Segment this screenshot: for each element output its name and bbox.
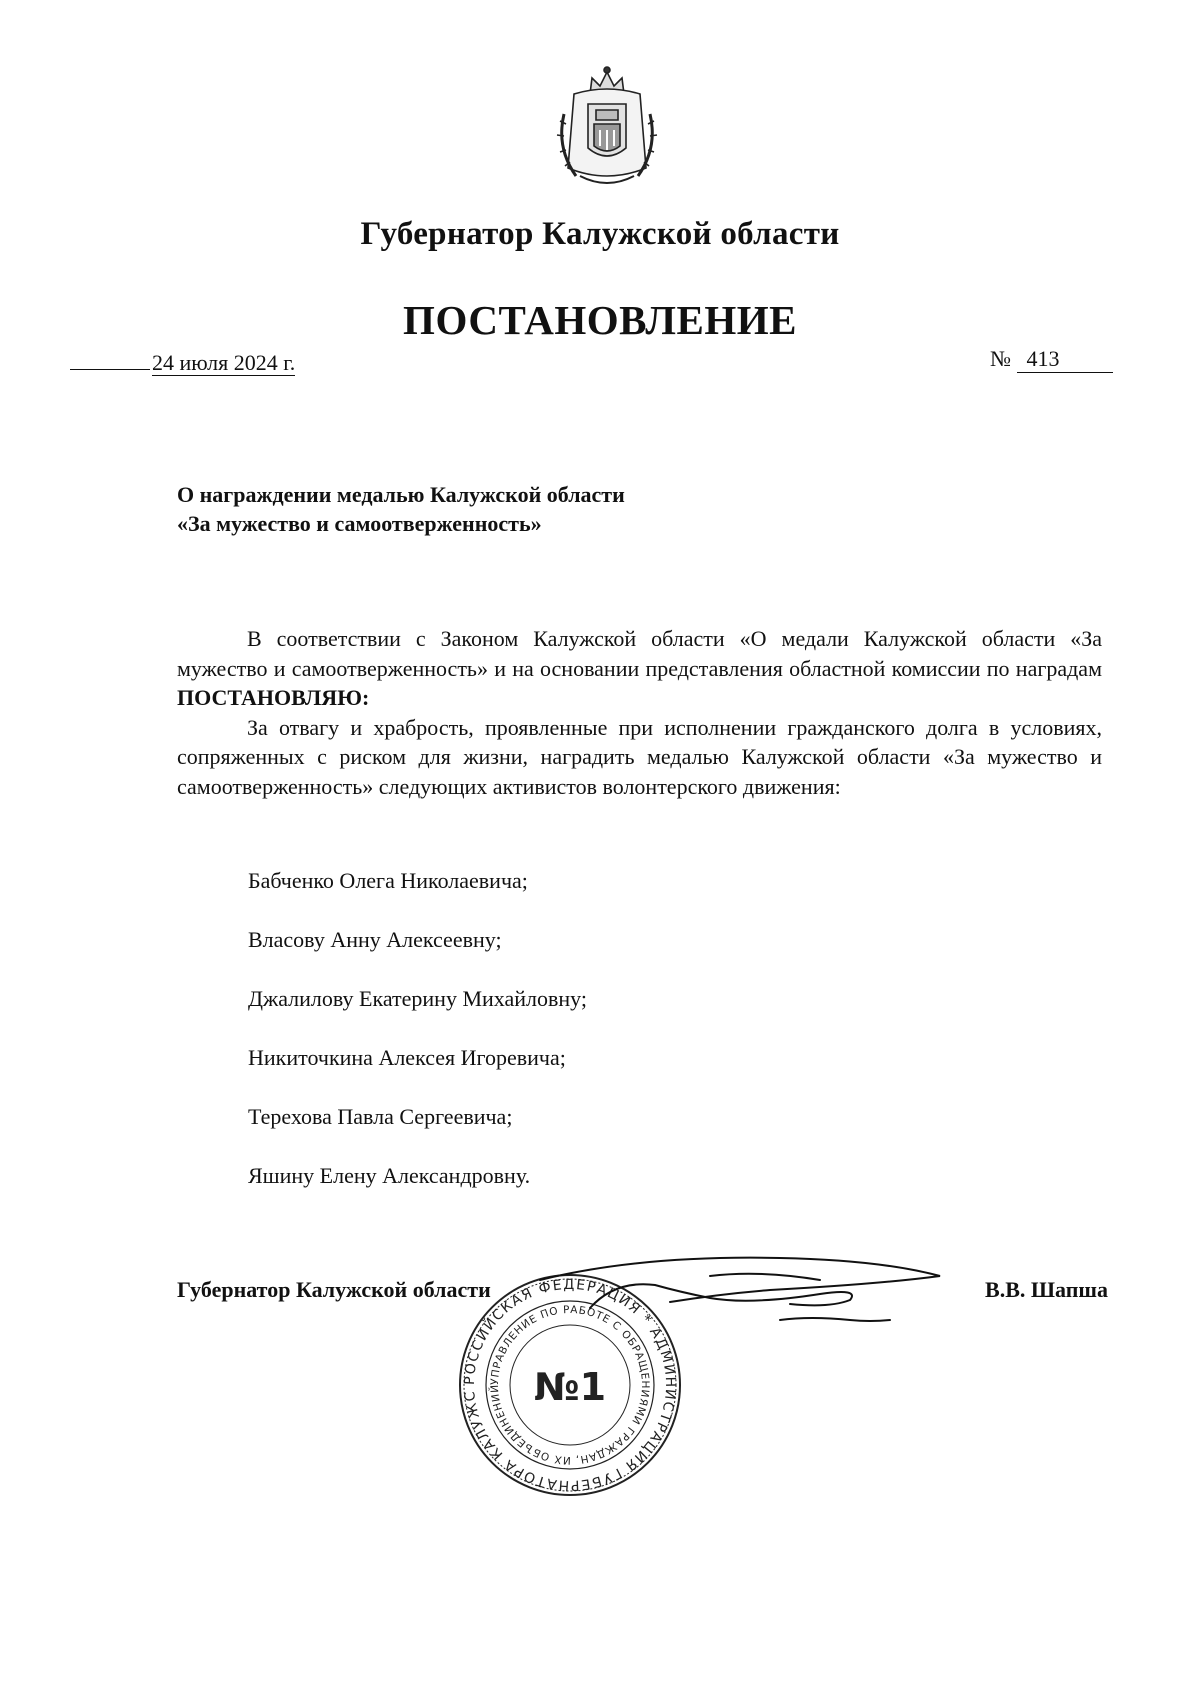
document-body: [177, 624, 1102, 801]
paragraph-1: [177, 624, 1102, 713]
list-item: Никиточкина Алексея Игоревича;: [248, 1045, 566, 1070]
paragraph-2: За отвагу и храбрость, проявленные при исполнении гражданского долга в условиях, сопряженных с риском для жизни, наградить медалью Калужской области «За мужество и самоотверженность» следующих активистов волонтерского движения:: [177, 714, 1102, 799]
paragraph-1-decree: ПОСТАНОВЛЯЮ:: [177, 685, 370, 710]
date-value: 24 июля 2024 г.: [152, 350, 296, 375]
svg-text:РОССИЙСКАЯ ФЕДЕРАЦИЯ * АДМИНИС: РОССИЙСКАЯ ФЕДЕРАЦИЯ * АДМИНИСТРАЦИЯ ГУБЕРНАТОРА КАЛУЖС: [461, 1276, 679, 1494]
document-number: [990, 346, 1140, 373]
signatory-title: Губернатор Калужской области: [177, 1277, 491, 1302]
authority-title: Губернатор Калужской области: [360, 216, 840, 252]
kaluga-coat-of-arms-icon: [552, 64, 662, 192]
list-item: Терехова Павла Сергеевича;: [248, 1104, 513, 1129]
list-item: Яшину Елену Александровну.: [248, 1163, 531, 1188]
number-value: 413: [1017, 346, 1113, 373]
number-label: №: [990, 346, 1011, 371]
document-date: [70, 350, 330, 376]
list-item: Джалилову Екатерину Михайловну;: [248, 986, 587, 1011]
list-item: Бабченко Олега Николаевича;: [248, 868, 528, 893]
awardees-list: [248, 866, 948, 1220]
paragraph-1-text: В соответствии с Законом Калужской области «О медали Калужской области «За мужество и самоотверженность» и на основании представления областной комиссии по наградам: [177, 626, 1102, 681]
svg-text:№1: №1: [533, 1365, 607, 1409]
handwritten-signature-icon: [520, 1250, 960, 1350]
signatory-name: В.В. Шапша: [985, 1277, 1108, 1302]
document-type: ПОСТАНОВЛЕНИЕ: [403, 297, 797, 343]
date-underline: [70, 368, 150, 370]
svg-text:УПРАВЛЕНИЕ ПО РАБОТЕ С ОБРАЩЕН: УПРАВЛЕНИЕ ПО РАБОТЕ С ОБРАЩЕНИЯМИ ГРАЖДАН, ИХ ОБЪЕДИНЕНИЙ: [488, 1303, 652, 1467]
subject-line-1: О награждении медалью Калужской области: [177, 482, 625, 507]
list-item: Власову Анну Алексеевну;: [248, 927, 502, 952]
document-subject: [177, 480, 977, 538]
subject-line-2: «За мужество и самоотверженность»: [177, 511, 542, 536]
